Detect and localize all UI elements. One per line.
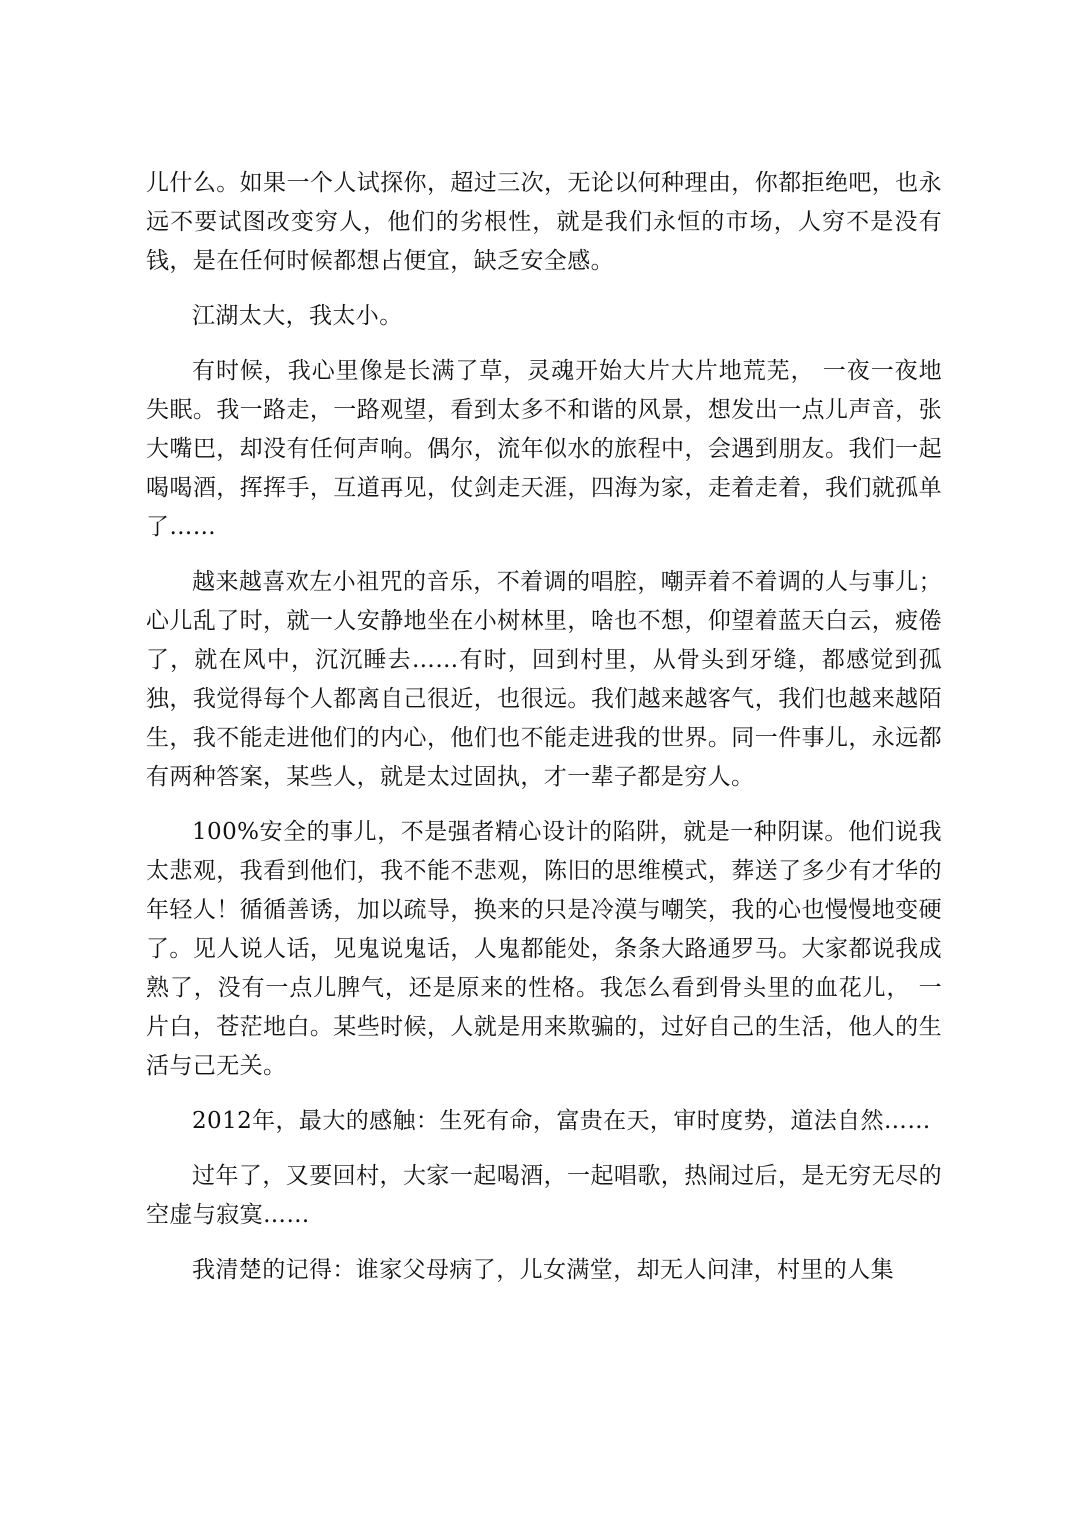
paragraph: 越来越喜欢左小祖咒的音乐，不着调的唱腔，嘲弄着不着调的人与事儿；心儿乱了时，就一人安静地坐在小树林里，啥也不想，仰望着蓝天白云，疲倦了，就在风中，沉沉睡去……有时，回到村里，从骨头到牙缝，都感觉到孤独，我觉得每个人都离自己很近，也很远。我们越来越客气，我们也越来越陌生，我不能走进他们的内心，他们也不能走进我的世界。同一件事儿，永远都有两种答案，某些人，就是太过固执，才一辈子都是穷人。 <box>146 569 942 790</box>
paragraph-continuation: 儿什么。如果一个人试探你，超过三次，无论以何种理由，你都拒绝吧，也永远不要试图改变穷人，他们的劣根性，就是我们永恒的市场，人穷不是没有钱，是在任何时候都想占便宜，缺乏安全感。 <box>146 170 942 274</box>
paragraph: 2012年，最大的感触：生死有命，富贵在天，审时度势，道法自然…… <box>192 1108 931 1134</box>
paragraph: 我清楚的记得：谁家父母病了，儿女满堂，却无人问津，村里的人集 <box>192 1257 894 1283</box>
paragraph: 过年了，又要回村，大家一起喝酒，一起唱歌，热闹过后，是无穷无尽的空虚与寂寞…… <box>146 1163 942 1228</box>
article-body <box>146 164 942 1306</box>
paragraph: 有时候，我心里像是长满了草，灵魂开始大片大片地荒芜， 一夜一夜地失眠。我一路走，一路观望，看到太多不和谐的风景，想发出一点儿声音，张大嘴巴，却没有任何声响。偶尔，流年似水的旅程中，会遇到朋友。我们一起喝喝酒，挥挥手，互道再见，仗剑走天涯，四海为家，走着走着，我们就孤单了…… <box>146 358 942 540</box>
paragraph: 江湖太大，我太小。 <box>192 303 403 329</box>
paragraph: 100%安全的事儿，不是强者精心设计的陷阱，就是一种阴谋。他们说我太悲观，我看到他们，我不能不悲观，陈旧的思维模式，葬送了多少有才华的年轻人！循循善诱，加以疏导，换来的只是冷漠与嘲笑，我的心也慢慢地变硬了。见人说人话，见鬼说鬼话，人鬼都能处，条条大路通罗马。大家都说我成熟了，没有一点儿脾气，还是原来的性格。我怎么看到骨头里的血花儿， 一片白，苍茫地白。某些时候，人就是用来欺骗的，过好自己的生活，他人的生活与己无关。 <box>146 819 942 1079</box>
